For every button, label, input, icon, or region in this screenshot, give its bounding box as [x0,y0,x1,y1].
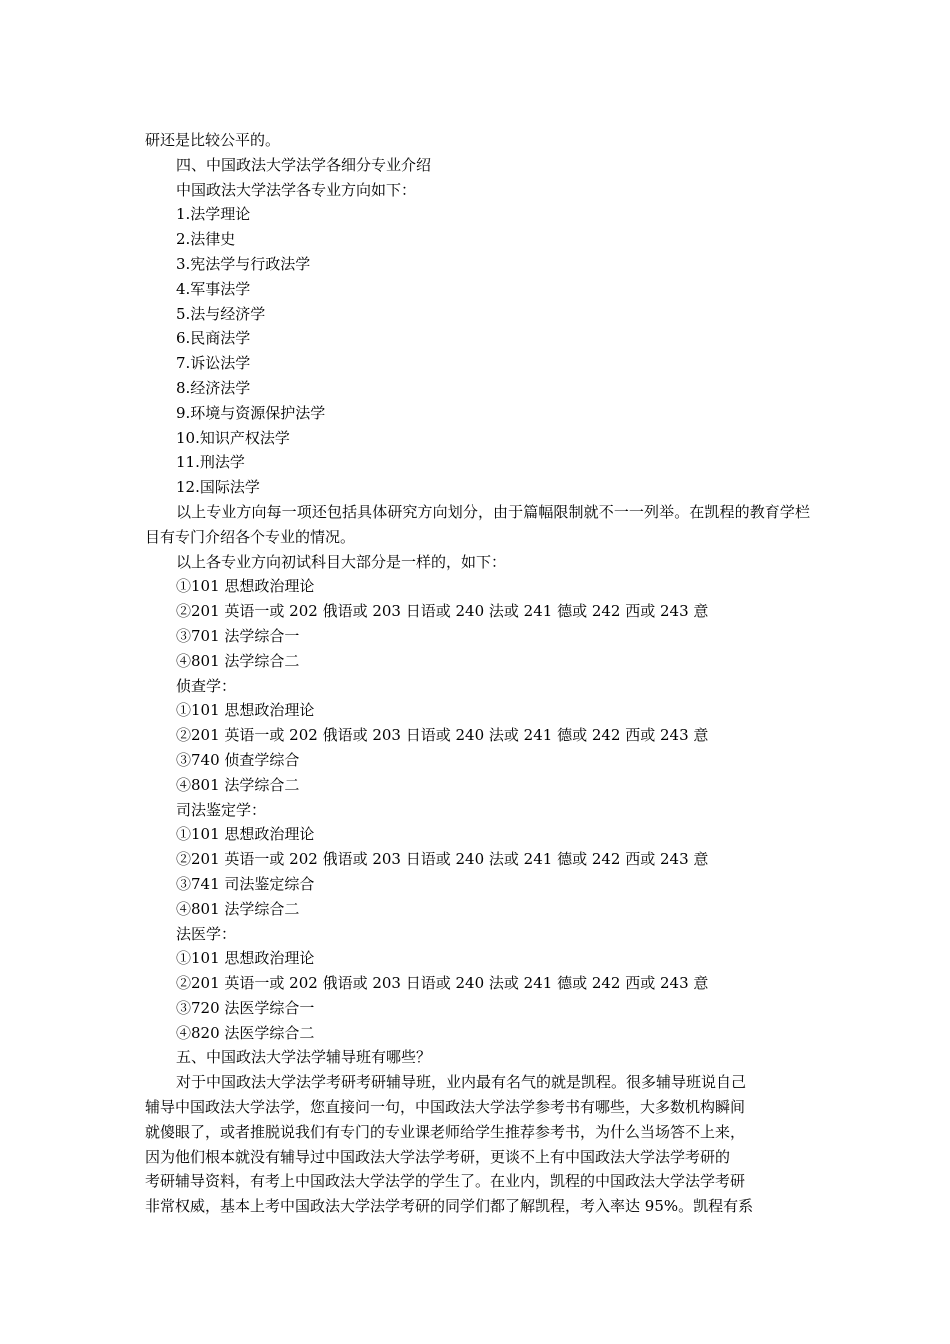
subject-item: ①101 思想政治理论 [176,701,315,720]
paragraph-line: 对于中国政法大学法学考研考研辅导班，业内最有名气的就是凯程。很多辅导班说自己 [176,1073,747,1092]
section-4-heading: 四、中国政法大学法学各细分专业介绍 [176,155,432,174]
paragraph-line: 就傻眼了，或者推脱说我们有专门的专业课老师给学生推荐参考书，为什么当场答不上来， [145,1122,746,1141]
subject-item: ②201 英语一或 202 俄语或 203 日语或 240 法或 241 德或 242 西或 243 意 [176,850,709,869]
major-item: 10.知识产权法学 [176,428,290,447]
group-title: 法医学： [176,924,237,943]
majors-list [145,202,810,500]
subject-item: ④801 法学综合二 [176,651,300,670]
group-title: 司法鉴定学： [176,800,267,819]
majors-lead: 中国政法大学法学各专业方向如下： [176,180,417,199]
subject-item: ③741 司法鉴定综合 [176,874,315,893]
subject-item: ③720 法医学综合一 [176,998,315,1017]
subject-item: ②201 英语一或 202 俄语或 203 日语或 240 法或 241 德或 242 西或 243 意 [176,726,709,745]
paragraph-line: 考研辅导资料，有考上中国政法大学法学的学生了。在业内，凯程的中国政法大学法学考研 [145,1172,746,1191]
major-item: 5.法与经济学 [176,304,266,323]
group-title: 侦查学： [176,676,237,695]
note-paragraph-text: 以上专业方向每一项还包括具体研究方向划分，由于篇幅限制就不一一列举。在凯程的教育学栏目有专门介绍各个专业的情况。 [145,502,810,546]
major-item: 12.国际法学 [176,478,260,497]
paragraph-line: 辅导中国政法大学法学，您直接问一句，中国政法大学法学参考书有哪些，大多数机构瞬间 [145,1098,746,1117]
major-item: 8.经济法学 [176,378,251,397]
major-item: 6.民商法学 [176,329,251,348]
section-5-heading: 五、中国政法大学法学辅导班有哪些？ [176,1048,432,1067]
paragraph-line: 非常权威，基本上考中国政法大学法学考研的同学们都了解凯程，考入率达 95%。凯程有系 [145,1197,754,1216]
subject-item: ④820 法医学综合二 [176,1023,315,1042]
major-item: 11.刑法学 [176,453,245,472]
subject-item: ②201 英语一或 202 俄语或 203 日语或 240 法或 241 德或 242 西或 243 意 [176,974,709,993]
major-item: 7.诉讼法学 [176,354,251,373]
document-page [145,128,810,1219]
subject-item: ④801 法学综合二 [176,775,300,794]
subject-item: ③701 法学综合一 [176,626,300,645]
note-paragraph [145,500,810,550]
major-item: 2.法律史 [176,230,236,249]
major-item: 9.环境与资源保护法学 [176,403,326,422]
paragraph-line: 因为他们根本就没有辅导过中国政法大学法学考研，更谈不上有中国政法大学法学考研的 [145,1147,731,1166]
group-forensic-medicine [145,922,810,1046]
exam-lead: 以上各专业方向初试科目大部分是一样的，如下： [176,552,507,571]
subject-item: ①101 思想政治理论 [176,577,315,596]
subject-item: ①101 思想政治理论 [176,825,315,844]
subject-item: ①101 思想政治理论 [176,949,315,968]
major-item: 4.军事法学 [176,279,251,298]
major-item: 3.宪法学与行政法学 [176,254,311,273]
group-forensic-appraisal [145,798,810,922]
subject-item: ④801 法学综合二 [176,899,300,918]
section-5-paragraph [145,1070,810,1219]
subject-item: ②201 英语一或 202 俄语或 203 日语或 240 法或 241 德或 242 西或 243 意 [176,602,709,621]
intro-tail: 研还是比较公平的。 [145,131,281,149]
general-subjects-list [145,574,810,673]
group-investigation [145,674,810,798]
subject-item: ③740 侦查学综合 [176,750,300,769]
major-item: 1.法学理论 [176,205,251,224]
